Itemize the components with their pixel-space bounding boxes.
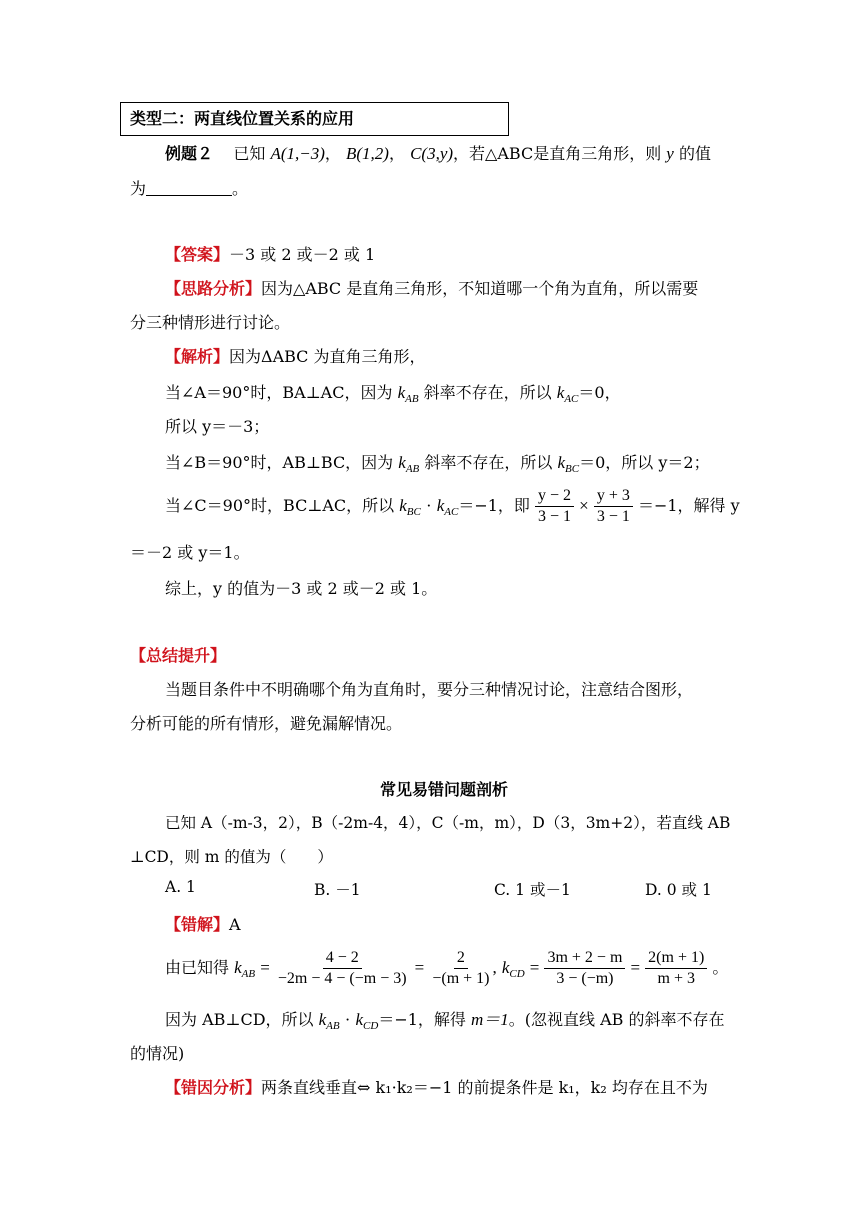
fraction-numerator: 3m + 2 − m bbox=[544, 948, 625, 969]
perp-line-2: 的情况) bbox=[130, 1044, 185, 1063]
fraction-kab bbox=[275, 948, 410, 989]
case-c-text-1: 当∠C＝90°时，BC⊥AC，所以 bbox=[165, 496, 395, 515]
analysis-tag: 【思路分析】 bbox=[165, 279, 262, 298]
calc-line: 由已知得 $k_{AB}$ = $\frac{4 - 2}{-2m - 4 - (-m - 3)}$ = $\frac{2}{-(m + 1)}$ , $k_{CD}$ = $\frac{3m + 2 - m}{3 - (-m)}$ = $\frac{2(m + 1)}{m + 3}$ 。 bbox=[165, 949, 729, 987]
option-c: C. 1 或－1 bbox=[494, 881, 571, 899]
fraction-denominator: 3 − 1 bbox=[596, 508, 630, 525]
k-sub: AC bbox=[444, 506, 459, 518]
fraction-kcd bbox=[544, 948, 625, 989]
point-b: B(1,2) bbox=[346, 144, 389, 163]
example-line-1: 例题２ 已知 A(1,−3)， B(1,2)， C(3,y)，若△ABC是直角三角形，则 y 的值 bbox=[165, 144, 711, 163]
k-symbol: k bbox=[397, 383, 406, 402]
var-y: y bbox=[666, 144, 674, 163]
fraction-numerator: 4 − 2 bbox=[323, 948, 362, 969]
case-c-text-2: ＝−1，即 bbox=[458, 496, 530, 515]
wrong-answer: A bbox=[229, 915, 241, 934]
k-sub: AB bbox=[326, 1020, 340, 1032]
solution-tag: 【解析】 bbox=[165, 347, 230, 366]
k-sub: AC bbox=[564, 393, 579, 405]
perp-text-c: m＝1 bbox=[471, 1010, 509, 1029]
fraction-denominator: 3 − 1 bbox=[538, 508, 572, 525]
k-sub: BC bbox=[565, 463, 580, 475]
fraction-numerator: y + 3 bbox=[594, 486, 633, 507]
fraction-denominator: −(m + 1) bbox=[432, 970, 490, 987]
k-symbol: k bbox=[355, 1010, 364, 1029]
cause-line bbox=[165, 1075, 708, 1098]
k-symbol: k bbox=[556, 383, 565, 402]
option-b: B. －1 bbox=[314, 881, 361, 899]
k-symbol: k bbox=[318, 1010, 327, 1029]
cause-text: 两条直线垂直⇔ k₁·k₂＝−1 的前提条件是 k₁，k₂ 均存在且不为 bbox=[261, 1078, 708, 1097]
point-c-y: y bbox=[439, 144, 448, 163]
k-symbol: k bbox=[398, 453, 406, 472]
k-sub: CD bbox=[509, 968, 525, 980]
case-b-end: ＝0，所以 y＝2； bbox=[579, 453, 710, 472]
k-sub: BC bbox=[406, 506, 421, 518]
case-a-result: 所以 y＝－3； bbox=[165, 417, 270, 436]
point-c: C(3, bbox=[410, 144, 440, 163]
case-c-line: 当∠C＝90°时，BC⊥AC，所以 $k_{BC} \cdot k_{AC}=-1$，即 $\frac{y - 2}{3 - 1}$ × $\frac{y + 3}{3 - 1}$ ＝−1，解得 y bbox=[165, 487, 740, 525]
wrong-tag: 【错解】 bbox=[165, 915, 230, 934]
case-c-continued: ＝－2 或 y＝1。 bbox=[130, 543, 250, 562]
case-a-text-2: 斜率不存在，所以 bbox=[423, 383, 552, 402]
case-a-end: ＝0， bbox=[578, 383, 621, 402]
example-text-3: 的值 bbox=[678, 144, 711, 163]
fraction-numerator: 2(m + 1) bbox=[645, 948, 707, 969]
example-text-2: ，若△ABC是直角三角形，则 bbox=[453, 144, 662, 163]
example-text: 已知 bbox=[233, 144, 266, 163]
point-c-end: ) bbox=[447, 144, 454, 163]
fraction-denominator: −2m − 4 − (−m − 3) bbox=[277, 970, 407, 987]
summary-line-2: 分析可能的所有情形，避免漏解情况。 bbox=[130, 714, 403, 733]
answer-blank bbox=[146, 181, 232, 196]
wrong-answer-line bbox=[165, 912, 241, 935]
perp-text-d: 。(忽视直线 AB 的斜率不存在 bbox=[508, 1010, 725, 1029]
fraction-denominator: m + 3 bbox=[657, 970, 695, 987]
answer-text: －3 或 2 或－2 或 1 bbox=[229, 245, 376, 264]
fraction-kab-simplified bbox=[429, 948, 492, 989]
question-line-1: 已知 A（-m-3，2），B（-2m-4，4），C（-m，m），D（3，3m+2），若直线 AB bbox=[165, 814, 731, 832]
k-symbol: k bbox=[557, 453, 566, 472]
perp-line-1: 因为 AB⊥CD，所以 $k_{AB} \cdot k_{CD}=-1$，解得 m＝1。(忽视直线 AB 的斜率不存在 bbox=[165, 1010, 725, 1032]
k-sub: AB bbox=[405, 463, 420, 475]
option-d: D. 0 或 1 bbox=[645, 881, 712, 899]
example-label: 例题２ bbox=[165, 144, 214, 163]
case-a-text-1: 当∠A＝90°时，BA⊥AC，因为 bbox=[165, 383, 393, 402]
fraction-denominator: 3 − (−m) bbox=[556, 970, 614, 987]
calc-intro: 由已知得 bbox=[165, 958, 230, 977]
case-a-line bbox=[165, 380, 621, 405]
question-line-2: ⊥CD，则 m 的值为（ ） bbox=[130, 848, 333, 866]
case-b-text-2: 斜率不存在，所以 bbox=[424, 453, 553, 472]
k-symbol: k bbox=[436, 496, 445, 515]
section-heading: 类型二：两直线位置关系的应用 bbox=[130, 109, 355, 128]
k-sub: CD bbox=[363, 1020, 379, 1032]
case-b-line bbox=[165, 450, 710, 475]
perp-text-a: 因为 AB⊥CD，所以 bbox=[165, 1010, 314, 1029]
fraction-1 bbox=[535, 486, 574, 527]
example-line2-start: 为 bbox=[130, 179, 147, 198]
answer-line bbox=[165, 242, 375, 265]
summary-tag: 【总结提升】 bbox=[130, 646, 227, 665]
k-sub: AB bbox=[405, 393, 419, 405]
solution-intro-text: 因为ΔABC 为直角三角形， bbox=[229, 347, 426, 366]
fraction-numerator: 2 bbox=[454, 948, 468, 969]
k-symbol: k bbox=[399, 496, 407, 515]
solution-intro bbox=[165, 344, 426, 367]
perp-text-b: ＝−1，解得 bbox=[378, 1010, 466, 1029]
fraction-2 bbox=[594, 486, 633, 527]
example-line-2 bbox=[130, 176, 248, 199]
example-line2-end: 。 bbox=[232, 179, 249, 198]
analysis-text-1: 因为△ABC 是直角三角形，不知道哪一个角为直角，所以需要 bbox=[261, 279, 699, 298]
k-sub: AB bbox=[241, 968, 256, 980]
period: 。 bbox=[712, 958, 729, 977]
option-a: A. 1 bbox=[165, 878, 196, 896]
case-b-text-1: 当∠B＝90°时，AB⊥BC，因为 bbox=[165, 453, 394, 472]
summary-line-1: 当题目条件中不明确哪个角为直角时，要分三种情况讨论，注意结合图形， bbox=[165, 680, 694, 699]
point-a: A(1,−3) bbox=[270, 144, 325, 163]
answer-tag: 【答案】 bbox=[165, 245, 230, 264]
k-symbol: k bbox=[501, 958, 510, 977]
errors-title: 常见易错问题剖析 bbox=[380, 780, 509, 799]
fraction-kcd-simplified bbox=[645, 948, 707, 989]
k-symbol: k bbox=[234, 958, 242, 977]
analysis-line-2: 分三种情形进行讨论。 bbox=[130, 313, 291, 332]
analysis-line-1 bbox=[165, 276, 698, 299]
fraction-numerator: y − 2 bbox=[535, 486, 574, 507]
cause-tag: 【错因分析】 bbox=[165, 1078, 262, 1097]
conclusion: 综上，y 的值为－3 或 2 或－2 或 1。 bbox=[165, 579, 438, 598]
case-c-text-3: ＝−1，解得 y bbox=[637, 496, 740, 515]
